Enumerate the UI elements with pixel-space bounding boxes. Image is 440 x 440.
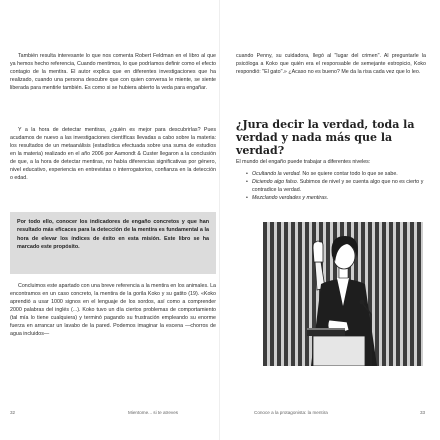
right-page [220,0,440,440]
left-paragraph-2 [10,126,216,182]
list-item-text: Subimos de nivel y se cuenta algo que no es cierto y contradice la verdad. [252,179,424,193]
left-page-number: 32 [10,410,16,415]
list-item-text: No se quiere contar todo lo que se sabe. [300,171,398,177]
right-intro-text: El mundo del engaño puede trabajar a diferentes niveles: [236,159,371,165]
list-item [246,170,426,178]
left-paragraph-3 [10,282,216,338]
raised-hand [313,241,323,262]
microphone-icon [360,300,365,305]
book-pages [307,328,345,330]
deception-levels-list [246,170,426,202]
left-paragraph-1 [10,52,216,92]
right-paragraph-1-text: cuando Penny, su cuidadora, llegó al "lugar del crimen". Al preguntarle la psicóloga a Koko que quién era el responsable de semejante estropicio, Koko respondió: "El gato".» ¿Acaso no es bueno? Me da la risa cada vez que lo leo. [236,53,426,75]
highlight-callout-box: Por todo ello, conocer los indicadores de engaño concretos y que han resultado más eficaces para la detección de la mentira es fundamental a la hora de elevar los índices de éxito en esta misión. Este libro se ha marcado este propósito. [10,212,216,274]
left-paragraph-2-text: Y a la hora de detectar mentiras, ¿quién es mejor para descubrirlas? Pues acudamos de nuevo a las investigaciones científicas llevadas a cabo sobre la materia: los resultados de un metaanálisis (estadística efectuada sobre una suma de estudios en la materia) realizado en el año 2006 por Aamondt & Custer llegaron a la conclusión de que, a la hora de detectar mentiras, no había diferencias significativas por género, nivel educativo, experiencia en entrevistas o interrogatorios, confianza en la detección o edad. [10,127,216,181]
right-running-footer: Conoce a la protagonista: la mentira [254,410,328,415]
woman-taking-oath-illustration [263,222,423,366]
left-paragraph-1-text: También resulta interesante lo que nos comenta Robert Feldman en el libro al que ya hemos hecho referencia, Cuando mentimos, lo que podríamos definir como el efecto contagio de la mentira. El autor explica que en diferentes investigaciones que ha realizado, cuando una persona descubre que con quien conversa le miente, se siente liberada para mentirle también. Es como si se hubiera abierto la veda para engañar. [10,53,216,91]
left-paragraph-3-text: Concluimos este apartado con una breve referencia a la mentira en los animales. La encontramos en un caso concreto, la mentira de la gorila Koko y su gatito (19). «Koko aprendió a usar 1000 signos en el lenguaje de los sordos, así como a comprender 2000 palabras del inglés (...). Koko tuvo un día ciertos problemas de comportamiento (tal mía lo tiene cualquiera) y terminó pagando su frustración empleando su enorme fuerza en arrancar un lavabo de la pared. Podemos imaginar la escena —chorros de agua incluidos— [10,283,216,337]
list-item [246,194,426,202]
list-item-term: Ocultando la verdad. [252,171,301,177]
lectern [313,336,365,366]
right-paragraph-1 [236,52,426,76]
list-item-term: Mezclando verdades y mentiras. [252,195,329,201]
list-item [246,178,426,194]
right-intro [236,158,426,166]
left-running-footer: Mientome... si te atreves [128,410,179,415]
section-heading: ¿Jura decir la verdad, toda la verdad y nada más que la verdad? [236,118,415,157]
list-item-term: Diciendo algo falso. [252,179,299,185]
right-page-number: 33 [420,410,426,415]
